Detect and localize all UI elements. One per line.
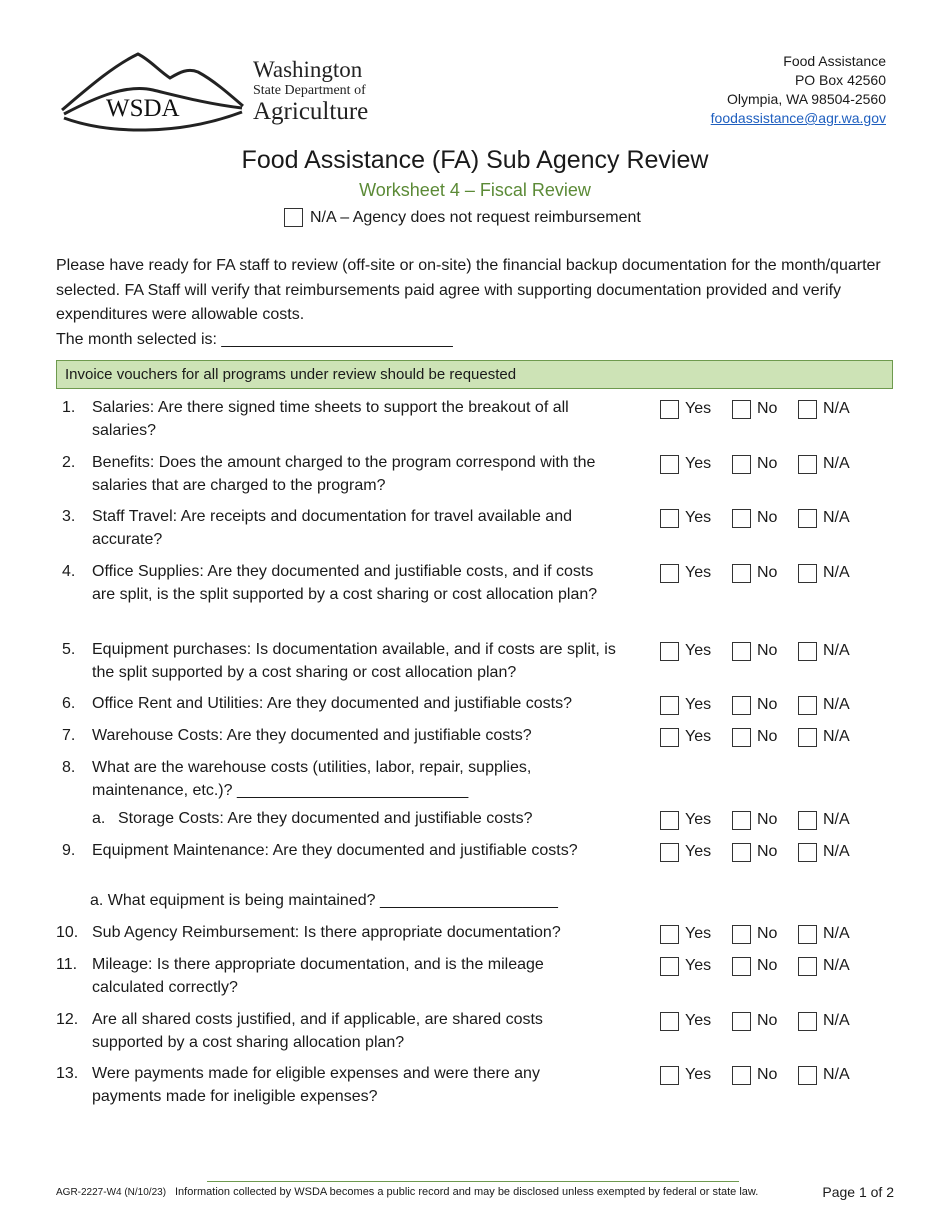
na-checkbox[interactable] <box>798 696 817 715</box>
wsda-logo <box>58 48 378 136</box>
no-option[interactable]: No <box>732 1064 777 1087</box>
no-option[interactable]: No <box>732 809 777 832</box>
no-option[interactable]: No <box>732 694 777 717</box>
question-text[interactable]: What are the warehouse costs (utilities, labor, repair, supplies, maintenance, etc.)? __________________________ <box>92 759 532 799</box>
page-number: Page 1 of 2 <box>822 1184 894 1200</box>
no-checkbox[interactable] <box>732 455 751 474</box>
yes-option[interactable]: Yes <box>660 726 711 749</box>
na-checkbox[interactable] <box>798 455 817 474</box>
na-option[interactable]: N/A <box>798 1064 850 1087</box>
intro-paragraph <box>56 254 896 352</box>
yes-option[interactable]: Yes <box>660 398 711 421</box>
no-checkbox[interactable] <box>732 728 751 747</box>
no-option[interactable]: No <box>732 726 777 749</box>
na-reimbursement-checkbox[interactable] <box>284 208 303 227</box>
yes-option[interactable]: Yes <box>660 1010 711 1033</box>
answer-options <box>660 808 900 830</box>
yes-option[interactable]: Yes <box>660 809 711 832</box>
yes-checkbox[interactable] <box>660 696 679 715</box>
yes-checkbox[interactable] <box>660 455 679 474</box>
answer-options <box>660 1063 900 1085</box>
question-text: Equipment purchases: Is documentation available, and if costs are split, is the split supported by a cost sharing or cost allocation plan? <box>92 641 616 681</box>
mountain-logo-icon <box>58 48 248 136</box>
yes-option[interactable]: Yes <box>660 562 711 585</box>
na-reimbursement-option[interactable] <box>284 208 641 227</box>
yes-option[interactable]: Yes <box>660 841 711 864</box>
yes-option[interactable]: Yes <box>660 640 711 663</box>
no-checkbox[interactable] <box>732 642 751 661</box>
na-option[interactable]: N/A <box>798 955 850 978</box>
footer-divider <box>207 1181 739 1182</box>
no-option[interactable]: No <box>732 640 777 663</box>
answer-options <box>660 725 900 747</box>
na-option[interactable]: N/A <box>798 640 850 663</box>
logo-wordmark: WSDA <box>106 95 180 122</box>
no-option[interactable]: No <box>732 398 777 421</box>
yes-checkbox[interactable] <box>660 728 679 747</box>
answer-options <box>660 397 900 419</box>
na-option[interactable]: N/A <box>798 1010 850 1033</box>
answer-options <box>660 1009 900 1031</box>
na-checkbox[interactable] <box>798 400 817 419</box>
no-checkbox[interactable] <box>732 843 751 862</box>
form-code: AGR-2227-W4 (N/10/23) <box>56 1187 167 1198</box>
intro-text: Please have ready for FA staff to review (off-site or on-site) the financial backup documentation for the month/quarter selected. FA Staff will verify that reimbursements paid agree with supporting documentation provided and verify expenditures were allowable costs. <box>56 257 881 323</box>
na-option[interactable]: N/A <box>798 923 850 946</box>
na-checkbox[interactable] <box>798 843 817 862</box>
na-checkbox[interactable] <box>798 564 817 583</box>
yes-checkbox[interactable] <box>660 1066 679 1085</box>
na-checkbox[interactable] <box>798 509 817 528</box>
email-link[interactable]: foodassistance@agr.wa.gov <box>710 110 886 126</box>
no-checkbox[interactable] <box>732 564 751 583</box>
answer-options <box>660 639 900 661</box>
na-option[interactable]: N/A <box>798 398 850 421</box>
no-checkbox[interactable] <box>732 509 751 528</box>
address-line: PO Box 42560 <box>794 72 886 88</box>
na-option[interactable]: N/A <box>798 507 850 530</box>
na-checkbox[interactable] <box>798 642 817 661</box>
question-text: Mileage: Is there appropriate documentation, and is the mileage calculated correctly? <box>92 956 544 996</box>
na-checkbox[interactable] <box>798 811 817 830</box>
answer-options <box>660 452 900 474</box>
yes-checkbox[interactable] <box>660 811 679 830</box>
no-option[interactable]: No <box>732 507 777 530</box>
yes-checkbox[interactable] <box>660 925 679 944</box>
na-option[interactable]: N/A <box>798 453 850 476</box>
question-text: Salaries: Are there signed time sheets to support the breakout of all salaries? <box>92 399 569 439</box>
answer-options <box>660 506 900 528</box>
na-checkbox[interactable] <box>798 728 817 747</box>
logo-agency-name: Washington State Department of Agriculture <box>253 57 369 125</box>
no-checkbox[interactable] <box>732 1066 751 1085</box>
na-option[interactable]: N/A <box>798 841 850 864</box>
section-banner: Invoice vouchers for all programs under review should be requested <box>56 360 893 389</box>
na-option[interactable]: N/A <box>798 562 850 585</box>
question-text: Equipment Maintenance: Are they documented and justifiable costs? <box>92 842 578 859</box>
na-option[interactable]: N/A <box>798 694 850 717</box>
no-checkbox[interactable] <box>732 1012 751 1031</box>
question-text: Are all shared costs justified, and if applicable, are shared costs supported by a cost sharing allocation plan? <box>92 1011 543 1051</box>
no-option[interactable]: No <box>732 453 777 476</box>
public-record-disclaimer: Information collected by WSDA becomes a public record and may be disclosed unless exempted by federal or state law. <box>175 1186 759 1198</box>
na-reimbursement-label: N/A – Agency does not request reimbursement <box>310 208 641 226</box>
question-text: Office Supplies: Are they documented and justifiable costs, and if costs are split, is the split supported by a cost sharing or cost allocation plan? <box>92 563 598 603</box>
question-text: Benefits: Does the amount charged to the program correspond with the salaries that are charged to the program? <box>92 454 596 494</box>
no-option[interactable]: No <box>732 955 777 978</box>
na-checkbox[interactable] <box>798 1012 817 1031</box>
yes-option[interactable]: Yes <box>660 923 711 946</box>
na-checkbox[interactable] <box>798 957 817 976</box>
yes-checkbox[interactable] <box>660 564 679 583</box>
no-option[interactable]: No <box>732 1010 777 1033</box>
address-block <box>711 52 886 128</box>
question-text[interactable]: a. What equipment is being maintained? ____________________ <box>90 892 558 909</box>
answer-options <box>660 954 900 976</box>
no-checkbox[interactable] <box>732 957 751 976</box>
yes-option[interactable]: Yes <box>660 507 711 530</box>
yes-checkbox[interactable] <box>660 843 679 862</box>
yes-option[interactable]: Yes <box>660 1064 711 1087</box>
question-text: Sub Agency Reimbursement: Is there appropriate documentation? <box>92 924 561 941</box>
na-option[interactable]: N/A <box>798 809 850 832</box>
question-text: Office Rent and Utilities: Are they documented and justifiable costs? <box>92 695 572 712</box>
answer-options <box>660 922 900 944</box>
answer-options <box>660 840 900 862</box>
question-text: Staff Travel: Are receipts and documentation for travel available and accurate? <box>92 508 572 548</box>
month-selected-line[interactable]: The month selected is: __________________________ <box>56 330 453 348</box>
no-option[interactable]: No <box>732 562 777 585</box>
address-line: Olympia, WA 98504-2560 <box>726 91 886 107</box>
no-option[interactable]: No <box>732 841 777 864</box>
yes-option[interactable]: Yes <box>660 955 711 978</box>
question-text: Warehouse Costs: Are they documented and justifiable costs? <box>92 727 532 744</box>
no-option[interactable]: No <box>732 923 777 946</box>
yes-checkbox[interactable] <box>660 400 679 419</box>
question-text: a. Storage Costs: Are they documented and justifiable costs? <box>92 810 533 827</box>
page-subtitle: Worksheet 4 – Fiscal Review <box>359 180 591 200</box>
no-checkbox[interactable] <box>732 811 751 830</box>
yes-option[interactable]: Yes <box>660 694 711 717</box>
question-text: Were payments made for eligible expenses and were there any payments made for ineligible expenses? <box>92 1065 540 1105</box>
yes-checkbox[interactable] <box>660 1012 679 1031</box>
yes-checkbox[interactable] <box>660 509 679 528</box>
na-option[interactable]: N/A <box>798 726 850 749</box>
no-checkbox[interactable] <box>732 696 751 715</box>
yes-checkbox[interactable] <box>660 642 679 661</box>
answer-options <box>660 561 900 583</box>
answer-options <box>660 693 900 715</box>
address-line: Food Assistance <box>783 53 886 69</box>
na-checkbox[interactable] <box>798 1066 817 1085</box>
page-title: Food Assistance (FA) Sub Agency Review <box>241 146 709 174</box>
na-checkbox[interactable] <box>798 925 817 944</box>
yes-option[interactable]: Yes <box>660 453 711 476</box>
no-checkbox[interactable] <box>732 400 751 419</box>
yes-checkbox[interactable] <box>660 957 679 976</box>
no-checkbox[interactable] <box>732 925 751 944</box>
